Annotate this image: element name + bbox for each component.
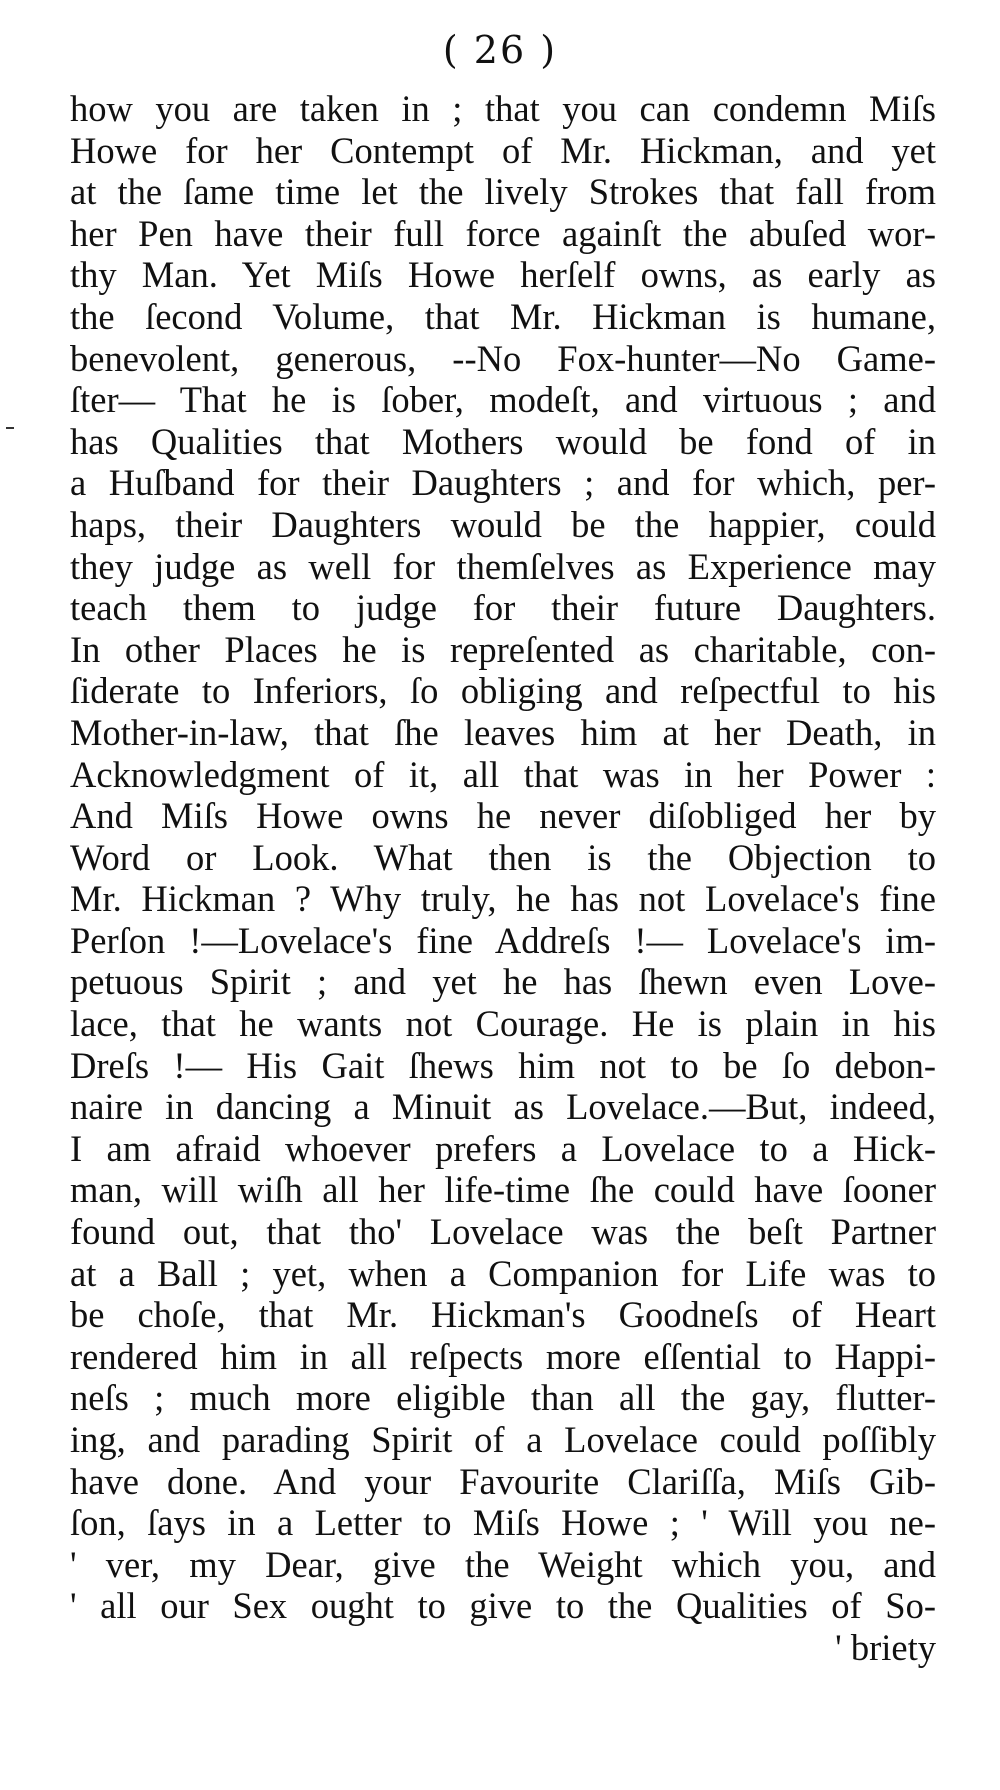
text-line: has Qualities that Mothers would be fond of in — [70, 420, 936, 462]
page-number: ( 26 ) — [442, 28, 558, 72]
text-line: found out, that tho' Lovelace was the beſt Partner — [70, 1211, 936, 1253]
text-line: In other Places he is repreſented as charitable, con- — [70, 628, 936, 670]
text-line: how you are taken in ; that you can condemn Miſs — [70, 88, 936, 129]
text-line: have done. And your Favourite Clariſſa, Miſs Gib- — [70, 1460, 936, 1502]
text-line: Word or Look. What then is the Objection to — [70, 836, 936, 878]
text-line: man, will wiſh all her life-time ſhe could have ſooner — [70, 1169, 936, 1211]
text-line: her Pen have their full force againſt the abuſed wor- — [70, 212, 936, 254]
text-line: neſs ; much more eligible than all the gay, flutter- — [70, 1377, 936, 1419]
text-line: a Huſband for their Daughters ; and for which, per- — [70, 462, 936, 504]
text-line: thy Man. Yet Miſs Howe herſelf owns, as early as — [70, 254, 936, 296]
text-line: ſon, ſays in a Letter to Miſs Howe ; ' Will you ne- — [70, 1502, 936, 1544]
text-line: And Miſs Howe owns he never diſobliged her by — [70, 795, 936, 837]
text-line: be choſe, that Mr. Hickman's Goodneſs of Heart — [70, 1294, 936, 1336]
text-line: benevolent, generous, --No Fox-hunter—No Game- — [70, 337, 936, 379]
text-line: the ſecond Volume, that Mr. Hickman is humane, — [70, 295, 936, 337]
text-line: Mr. Hickman ? Why truly, he has not Lovelace's fine — [70, 878, 936, 920]
text-line: at a Ball ; yet, when a Companion for Life was to — [70, 1252, 936, 1294]
text-line: Howe for her Contempt of Mr. Hickman, and yet — [70, 129, 936, 171]
text-line: Dreſs !— His Gait ſhews him not to be ſo debon- — [70, 1044, 936, 1086]
text-line: ſiderate to Inferiors, ſo obliging and reſpectful to his — [70, 670, 936, 712]
catchword: ' briety — [835, 1626, 936, 1668]
text-line: Perſon !—Lovelace's fine Addreſs !— Lovelace's im- — [70, 919, 936, 961]
text-line: Mother-in-law, that ſhe leaves him at her Death, in — [70, 711, 936, 753]
text-line: rendered him in all reſpects more eſſential to Happi- — [70, 1335, 936, 1377]
text-line: at the ſame time let the lively Strokes that fall from — [70, 171, 936, 213]
body-text — [70, 88, 936, 1669]
text-line: naire in dancing a Minuit as Lovelace.—But, indeed, — [70, 1086, 936, 1128]
text-line: ' ver, my Dear, give the Weight which you, and — [70, 1543, 936, 1585]
text-line: lace, that he wants not Courage. He is plain in his — [70, 1003, 936, 1045]
text-line: teach them to judge for their future Daughters. — [70, 587, 936, 629]
text-line: petuous Spirit ; and yet he has ſhewn even Love- — [70, 961, 936, 1003]
margin-mark — [6, 427, 14, 429]
text-line: haps, their Daughters would be the happier, could — [70, 503, 936, 545]
text-line: ſter— That he is ſober, modeſt, and virtuous ; and — [70, 379, 936, 421]
text-line: they judge as well for themſelves as Experience may — [70, 545, 936, 587]
text-line: ' all our Sex ought to give to the Qualities of So- — [70, 1585, 936, 1627]
text-line: Acknowledgment of it, all that was in her Power : — [70, 753, 936, 795]
text-line: I am afraid whoever prefers a Lovelace to a Hick- — [70, 1127, 936, 1169]
text-line: ing, and parading Spirit of a Lovelace could poſſibly — [70, 1419, 936, 1460]
